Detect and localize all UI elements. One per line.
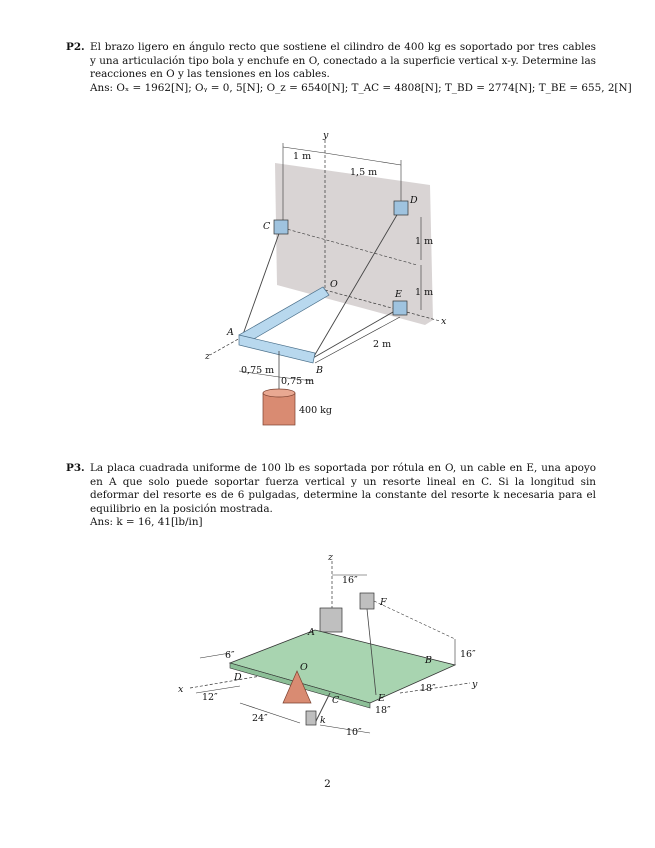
dim-1m-right-lower: 1 m xyxy=(415,287,434,298)
dim-24: 24″ xyxy=(252,713,268,724)
bracket-e xyxy=(393,301,407,315)
dim-0-75m-b: 0,75 m xyxy=(281,376,315,387)
label-mass: 400 kg xyxy=(299,405,332,416)
label-k: k xyxy=(320,715,326,726)
dim-line-1-5m xyxy=(325,153,401,165)
label-x: x xyxy=(178,684,184,695)
dim-16-top: 16″ xyxy=(342,575,358,586)
figure-square-plate-drawing xyxy=(170,553,490,738)
arm-ab xyxy=(239,335,315,363)
label-d: D xyxy=(234,672,242,683)
dim-10: 10″ xyxy=(346,727,362,738)
arm-oa xyxy=(239,287,329,343)
problem-answer: Ans: k = 16, 41[lb/in] xyxy=(90,516,203,529)
cable-be xyxy=(313,308,400,358)
dim-1m-right-upper: 1 m xyxy=(415,236,434,247)
label-e: E xyxy=(395,289,402,300)
label-e: E xyxy=(378,693,385,704)
cylinder-top xyxy=(263,389,295,397)
label-b: B xyxy=(316,365,323,376)
label-z: z xyxy=(328,553,334,563)
dim-12: 12″ xyxy=(202,692,218,703)
dim-1-5m: 1,5 m xyxy=(350,167,378,178)
label-x: x xyxy=(441,316,447,327)
label-z: z xyxy=(205,351,211,362)
spring-base xyxy=(306,711,316,725)
support-a xyxy=(320,608,342,632)
dim-18-a: 18″ xyxy=(420,683,436,694)
dim-0-75m-a: 0,75 m xyxy=(241,365,275,376)
label-c: C xyxy=(332,695,340,706)
label-y: y xyxy=(472,679,478,690)
bracket-d xyxy=(394,201,408,215)
dim-line-10 xyxy=(320,725,370,733)
problem-number: P2. xyxy=(66,41,85,53)
dim-16-right: 16″ xyxy=(460,649,476,660)
label-f: F xyxy=(380,597,387,608)
problem-p3 xyxy=(66,462,596,530)
bracket-c xyxy=(274,220,288,234)
problem-statement: El brazo ligero en ángulo recto que sostiene el cilindro de 400 kg es soportado por tres cables y una articulación tipo bola y enchufe en O, conectado a la superficie vertical x-y. Determine las reacciones en O y las tensiones en los cables. xyxy=(90,41,596,81)
dim-18-b: 18″ xyxy=(375,705,391,716)
label-o: O xyxy=(330,279,338,290)
label-d: D xyxy=(410,195,418,206)
label-c: C xyxy=(263,221,271,232)
label-b: B xyxy=(425,655,432,666)
problem-answer: Ans: Oₓ = 1962[N]; Oᵧ = 0, 5[N]; O_z = 6540[N]; T_AC = 4808[N]; T_BD = 2774[N]; T_BE = 655, 2[N] xyxy=(90,81,632,94)
bracket-f xyxy=(360,593,374,609)
figure-arm-cables-drawing xyxy=(195,125,455,435)
label-y: y xyxy=(323,130,329,141)
figure-square-plate xyxy=(170,553,490,738)
cylinder-400kg xyxy=(263,393,295,425)
dim-1m-top: 1 m xyxy=(293,151,312,162)
figure-arm-cables xyxy=(195,125,455,435)
label-o: O xyxy=(300,662,308,673)
dim-6: 6″ xyxy=(225,650,235,661)
dim-line-24 xyxy=(240,703,300,723)
problem-p2 xyxy=(66,41,632,95)
label-a: A xyxy=(227,327,234,338)
page-number: 2 xyxy=(324,778,331,790)
problem-statement: La placa cuadrada uniforme de 100 lb es soportada por rótula en O, un cable en E, una apoyo en A que solo puede soportar fuerza vertical y un resorte lineal en C. Si la longitud sin deformar del resorte es de 6 pulgadas, determine la constante del resorte k necesaria para el equilibrio en la posición mostrada. xyxy=(90,462,596,515)
problem-number: P3. xyxy=(66,462,85,474)
dim-2m: 2 m xyxy=(373,339,392,350)
label-a: A xyxy=(308,627,315,638)
